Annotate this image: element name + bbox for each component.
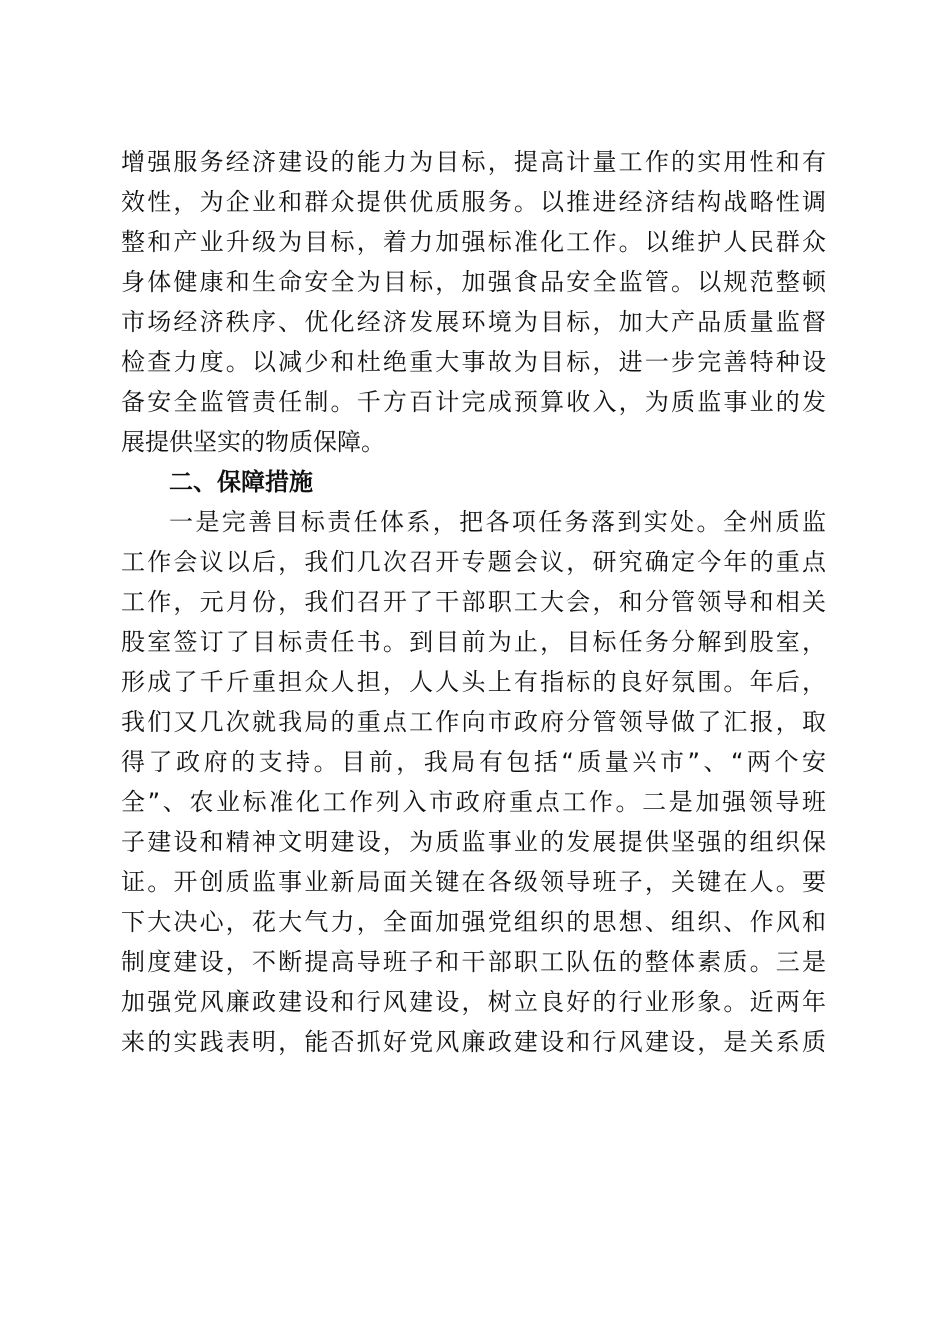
paragraph-1 <box>121 142 826 462</box>
paragraph-line: 子建设和精神文明建设，为质监事业的发展提供坚强的组织保 <box>121 828 826 856</box>
paragraph-line: 形成了千斤重担众人担，人人头上有指标的良好氛围。年后， <box>121 668 826 696</box>
paragraph-line: 得了政府的支持。目前，我局有包括“质量兴市”、“两个安 <box>121 748 826 776</box>
paragraph-line: 我们又几次就我局的重点工作向市政府分管领导做了汇报，取 <box>121 708 826 736</box>
paragraph-line: 工作会议以后，我们几次召开专题会议，研究确定今年的重点 <box>121 548 826 576</box>
paragraph-line: 下大决心，花大气力，全面加强党组织的思想、组织、作风和 <box>121 908 826 936</box>
paragraph-line: 股室签订了目标责任书。到目前为止，目标任务分解到股室， <box>121 628 826 656</box>
paragraph-line: 证。开创质监事业新局面关键在各级领导班子，关键在人。要 <box>121 868 826 896</box>
document-body <box>121 142 826 1062</box>
paragraph-line: 身体健康和生命安全为目标，加强食品安全监管。以规范整顿 <box>121 268 826 296</box>
paragraph-line: 检查力度。以减少和杜绝重大事故为目标，进一步完善特种设 <box>121 348 826 376</box>
paragraph-line: 来的实践表明，能否抓好党风廉政建设和行风建设，是关系质 <box>121 1028 826 1056</box>
paragraph-line: 增强服务经济建设的能力为目标，提高计量工作的实用性和有 <box>121 148 826 176</box>
paragraph-line: 加强党风廉政建设和行风建设，树立良好的行业形象。近两年 <box>121 988 826 1016</box>
paragraph-line: 工作，元月份，我们召开了干部职工大会，和分管领导和相关 <box>121 588 826 616</box>
paragraph-line: 全”、农业标准化工作列入市政府重点工作。二是加强领导班 <box>121 788 826 816</box>
paragraph-line: 展提供坚实的物质保障。 <box>121 428 385 456</box>
paragraph-line: 市场经济秩序、优化经济发展环境为目标，加大产品质量监督 <box>121 308 826 336</box>
paragraph-line: 备安全监管责任制。千方百计完成预算收入，为质监事业的发 <box>121 388 826 416</box>
paragraph-line: 一是完善目标责任体系，把各项任务落到实处。全州质监 <box>169 508 826 536</box>
paragraph-2 <box>121 502 826 1062</box>
paragraph-line: 制度建设，不断提高导班子和干部职工队伍的整体素质。三是 <box>121 948 826 976</box>
paragraph-line: 效性，为企业和群众提供优质服务。以推进经济结构战略性调 <box>121 188 826 216</box>
section-heading: 二、保障措施 <box>169 468 313 496</box>
paragraph-line: 整和产业升级为目标，着力加强标准化工作。以维护人民群众 <box>121 228 826 256</box>
